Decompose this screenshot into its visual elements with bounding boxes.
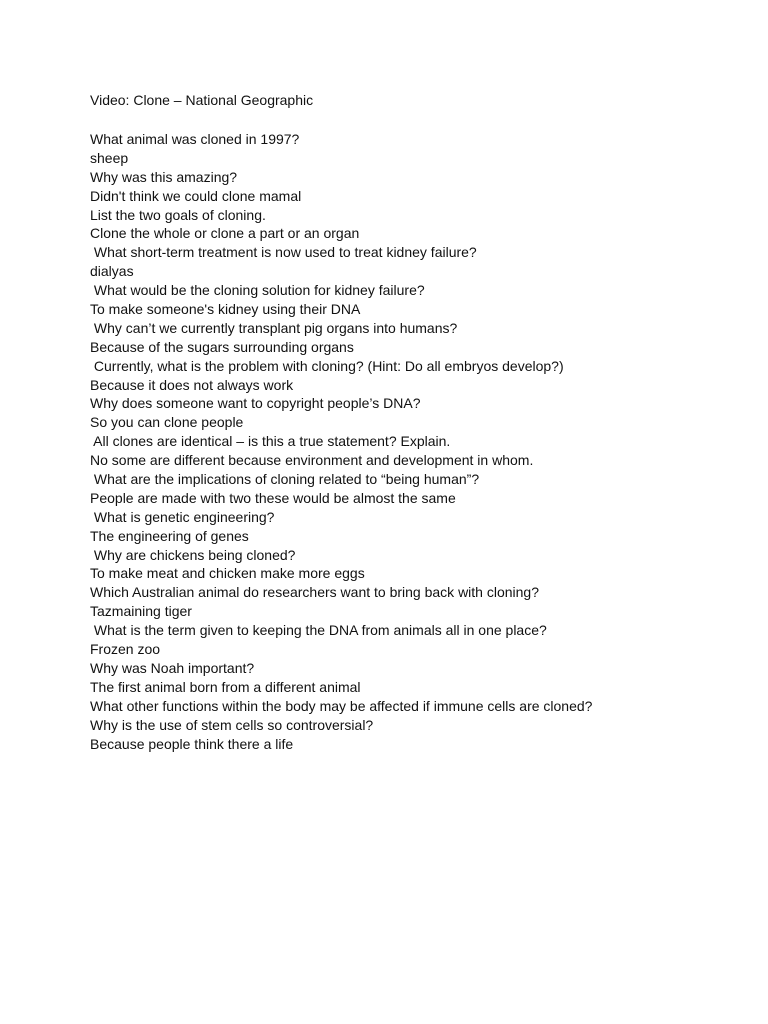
text-line: Why are chickens being cloned? — [90, 546, 296, 563]
text-line: The engineering of genes — [90, 527, 249, 544]
text-line: What are the implications of cloning related to “being human”? — [90, 471, 480, 488]
text-line: List the two goals of cloning. — [90, 206, 266, 223]
text-line: Why does someone want to copyright people’s DNA? — [90, 395, 421, 412]
text-line: What would be the cloning solution for kidney failure? — [90, 282, 425, 299]
text-line: No some are different because environment and development in whom. — [90, 452, 534, 469]
question-answer-list — [90, 130, 592, 753]
text-line: Didn't think we could clone mamal — [90, 187, 302, 204]
text-line: Why was this amazing? — [90, 168, 238, 185]
text-line: All clones are identical – is this a true statement? Explain. — [90, 433, 451, 450]
text-line: Which Australian animal do researchers want to bring back with cloning? — [90, 584, 540, 601]
text-line: Currently, what is the problem with cloning? (Hint: Do all embryos develop?) — [90, 357, 564, 374]
text-line: What is genetic engineering? — [90, 508, 275, 525]
text-line: So you can clone people — [90, 414, 244, 431]
text-line: People are made with two these would be almost the same — [90, 489, 456, 506]
document-title: Video: Clone – National Geographic — [90, 92, 314, 108]
text-line: Why can’t we currently transplant pig organs into humans? — [90, 319, 458, 336]
text-line: Because people think there a life — [90, 735, 294, 752]
text-line: The first animal born from a different animal — [90, 678, 361, 695]
text-line: dialyas — [90, 263, 134, 280]
text-line: Because it does not always work — [90, 376, 294, 393]
text-line: What animal was cloned in 1997? — [90, 131, 300, 147]
text-line: Clone the whole or clone a part or an organ — [90, 225, 360, 242]
text-line: What other functions within the body may be affected if immune cells are cloned? — [90, 697, 593, 714]
text-line: Why was Noah important? — [90, 659, 255, 676]
text-line: Frozen zoo — [90, 641, 161, 658]
text-line: What is the term given to keeping the DNA from animals all in one place? — [90, 622, 547, 639]
text-line: Why is the use of stem cells so controversial? — [90, 716, 374, 733]
text-line: To make someone's kidney using their DNA — [90, 301, 361, 318]
text-line: What short-term treatment is now used to treat kidney failure? — [90, 244, 477, 261]
text-line: sheep — [90, 149, 129, 166]
text-line: Because of the sugars surrounding organs — [90, 338, 354, 355]
text-line: Tazmaining tiger — [90, 603, 192, 620]
text-line: To make meat and chicken make more eggs — [90, 565, 365, 582]
